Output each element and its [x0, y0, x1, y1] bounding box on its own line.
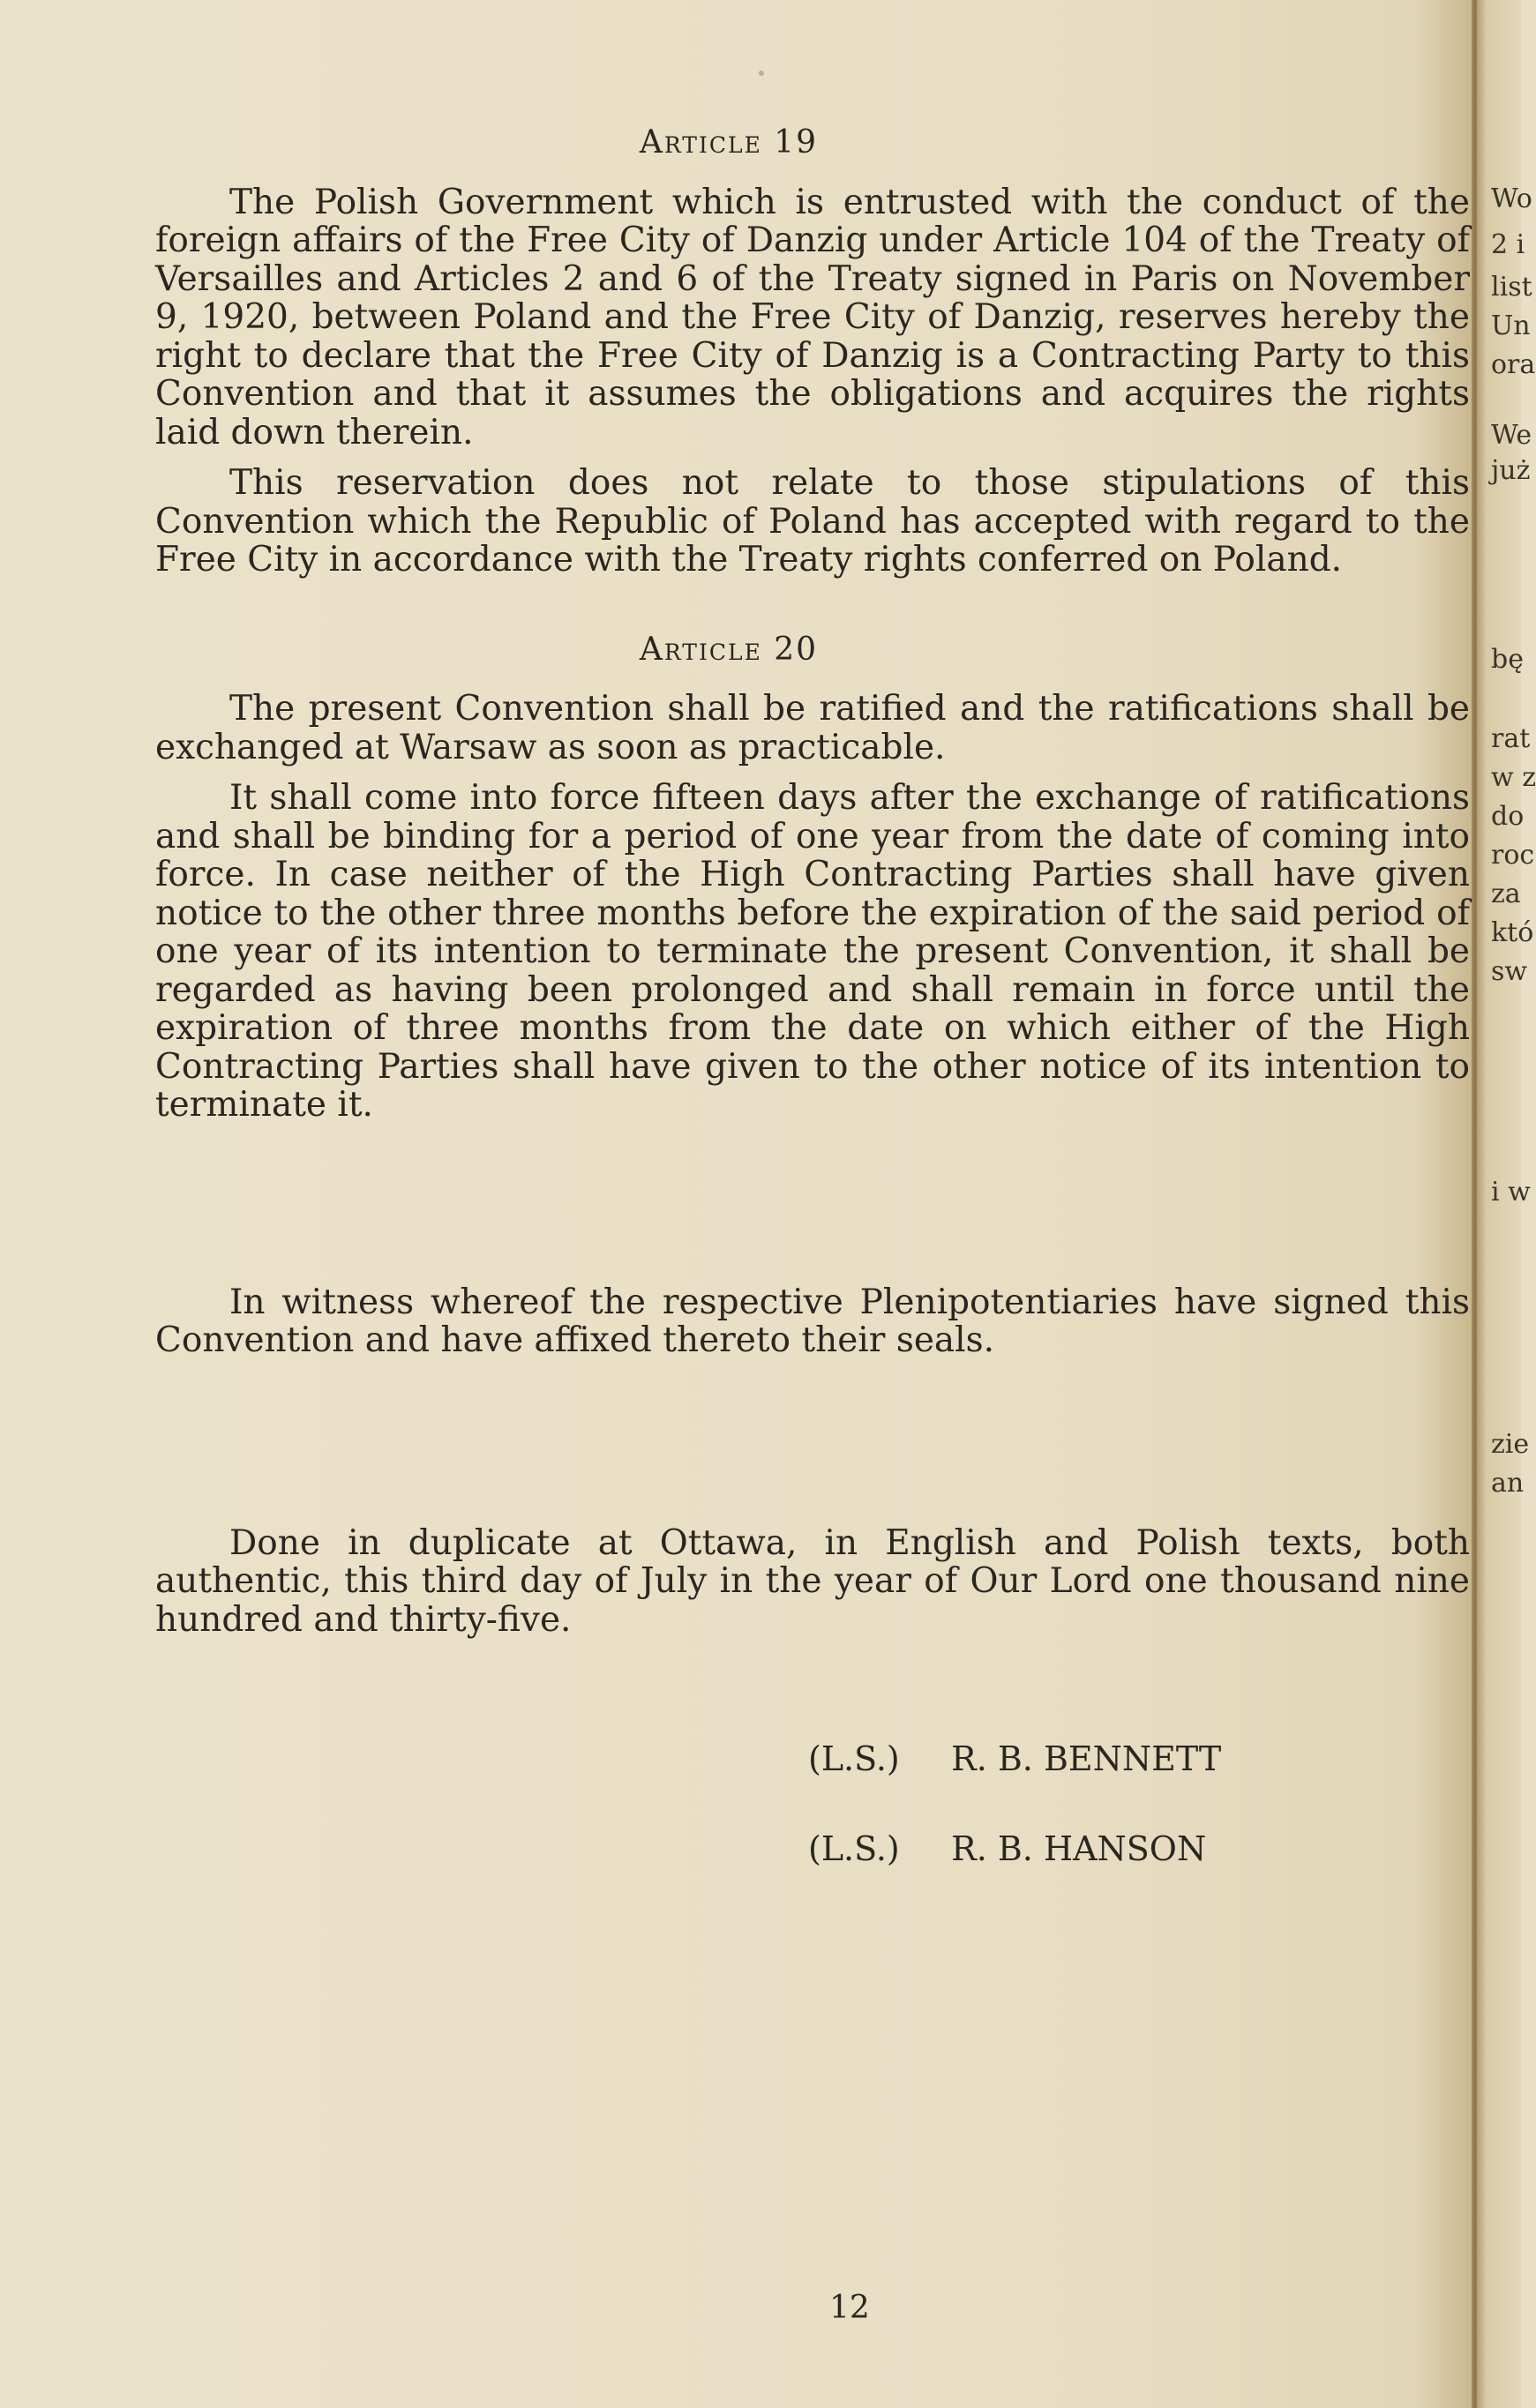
facing-fragment: Un	[1491, 310, 1531, 341]
article-19-paragraph-2: This reservation does not relate to those stipulations of this Convention which the Republic of Poland has accepted with regard to the Free City in accordance with the Treaty rights conferred on Poland.	[155, 463, 1470, 580]
article-20-paragraph-2: It shall come into force fifteen days after the exchange of ratifications and shall be binding for a period of one year from the date of coming into force. In case neither of the High Contracting Parties shall have given notice to the other three months before the expiration of the said period of one year of its intention to terminate the present Convention, it shall be regarded as having been prolonged and shall remain in force until the expiration of three months from the date on which either of the High Contracting Parties shall have given to the other notice of its intention to terminate it.	[155, 778, 1470, 1125]
facing-fragment: roc	[1491, 840, 1535, 871]
facing-fragment: 2 i	[1491, 229, 1525, 260]
facing-fragment: bę	[1491, 644, 1524, 675]
signature-block	[808, 1734, 1221, 1914]
facing-fragment: do	[1491, 801, 1525, 832]
signature-row	[808, 1734, 1221, 1784]
seal-mark: (L.S.)	[808, 1829, 900, 1868]
facing-fragment: We	[1491, 420, 1532, 451]
facing-fragment: list	[1491, 272, 1532, 303]
facing-fragment: za	[1491, 879, 1521, 909]
article-19-heading: Article 19	[639, 124, 819, 161]
facing-fragment: Wo	[1491, 183, 1532, 214]
facing-fragment: ora	[1491, 349, 1536, 380]
seal-mark: (L.S.)	[808, 1739, 900, 1778]
done-clause: Done in duplicate at Ottawa, in English and Polish texts, both authentic, this third day of July in the year of Our Lord one thousand nine hundred and thirty-five.	[155, 1522, 1470, 1640]
signatory-name: R. B. HANSON	[951, 1829, 1207, 1868]
facing-fragment: sw	[1491, 956, 1528, 987]
article-19-paragraph-1: The Polish Government which is entrusted with the conduct of the foreign affairs of the Free City of Danzig under Article 104 of the Treaty of Versailles and Articles 2 and 6 of the Treaty signed in Paris on November 9, 1920, between Poland and the Free City of Danzig, reserves hereby the right to declare that the Free City of Danzig is a Contracting Party to this Convention and that it assumes the obligations and acquires the rights laid down therein.	[155, 182, 1470, 452]
facing-fragment: któ	[1491, 917, 1534, 948]
article-20-paragraph-1: The present Convention shall be ratified and the ratifications shall be exchanged at Warsaw as soon as practicable.	[155, 689, 1470, 767]
article-20-heading: Article 20	[639, 631, 819, 668]
document-body	[155, 123, 1470, 1651]
witness-clause: In witness whereof the respective Plenipotentiaries have signed this Convention and have affixed thereto their seals.	[155, 1282, 1470, 1360]
facing-fragment: i w	[1491, 1177, 1531, 1208]
gutter-crease	[1473, 0, 1477, 2408]
facing-fragment: już	[1491, 455, 1531, 486]
paper-speck	[759, 71, 764, 76]
facing-fragment: w z	[1491, 762, 1536, 793]
facing-fragment: rat	[1491, 723, 1531, 754]
signature-row	[808, 1824, 1221, 1873]
signatory-name: R. B. BENNETT	[951, 1739, 1222, 1778]
facing-fragment: an	[1491, 1468, 1525, 1499]
facing-fragment: zie	[1491, 1429, 1530, 1460]
page-number: 12	[829, 2290, 870, 2326]
